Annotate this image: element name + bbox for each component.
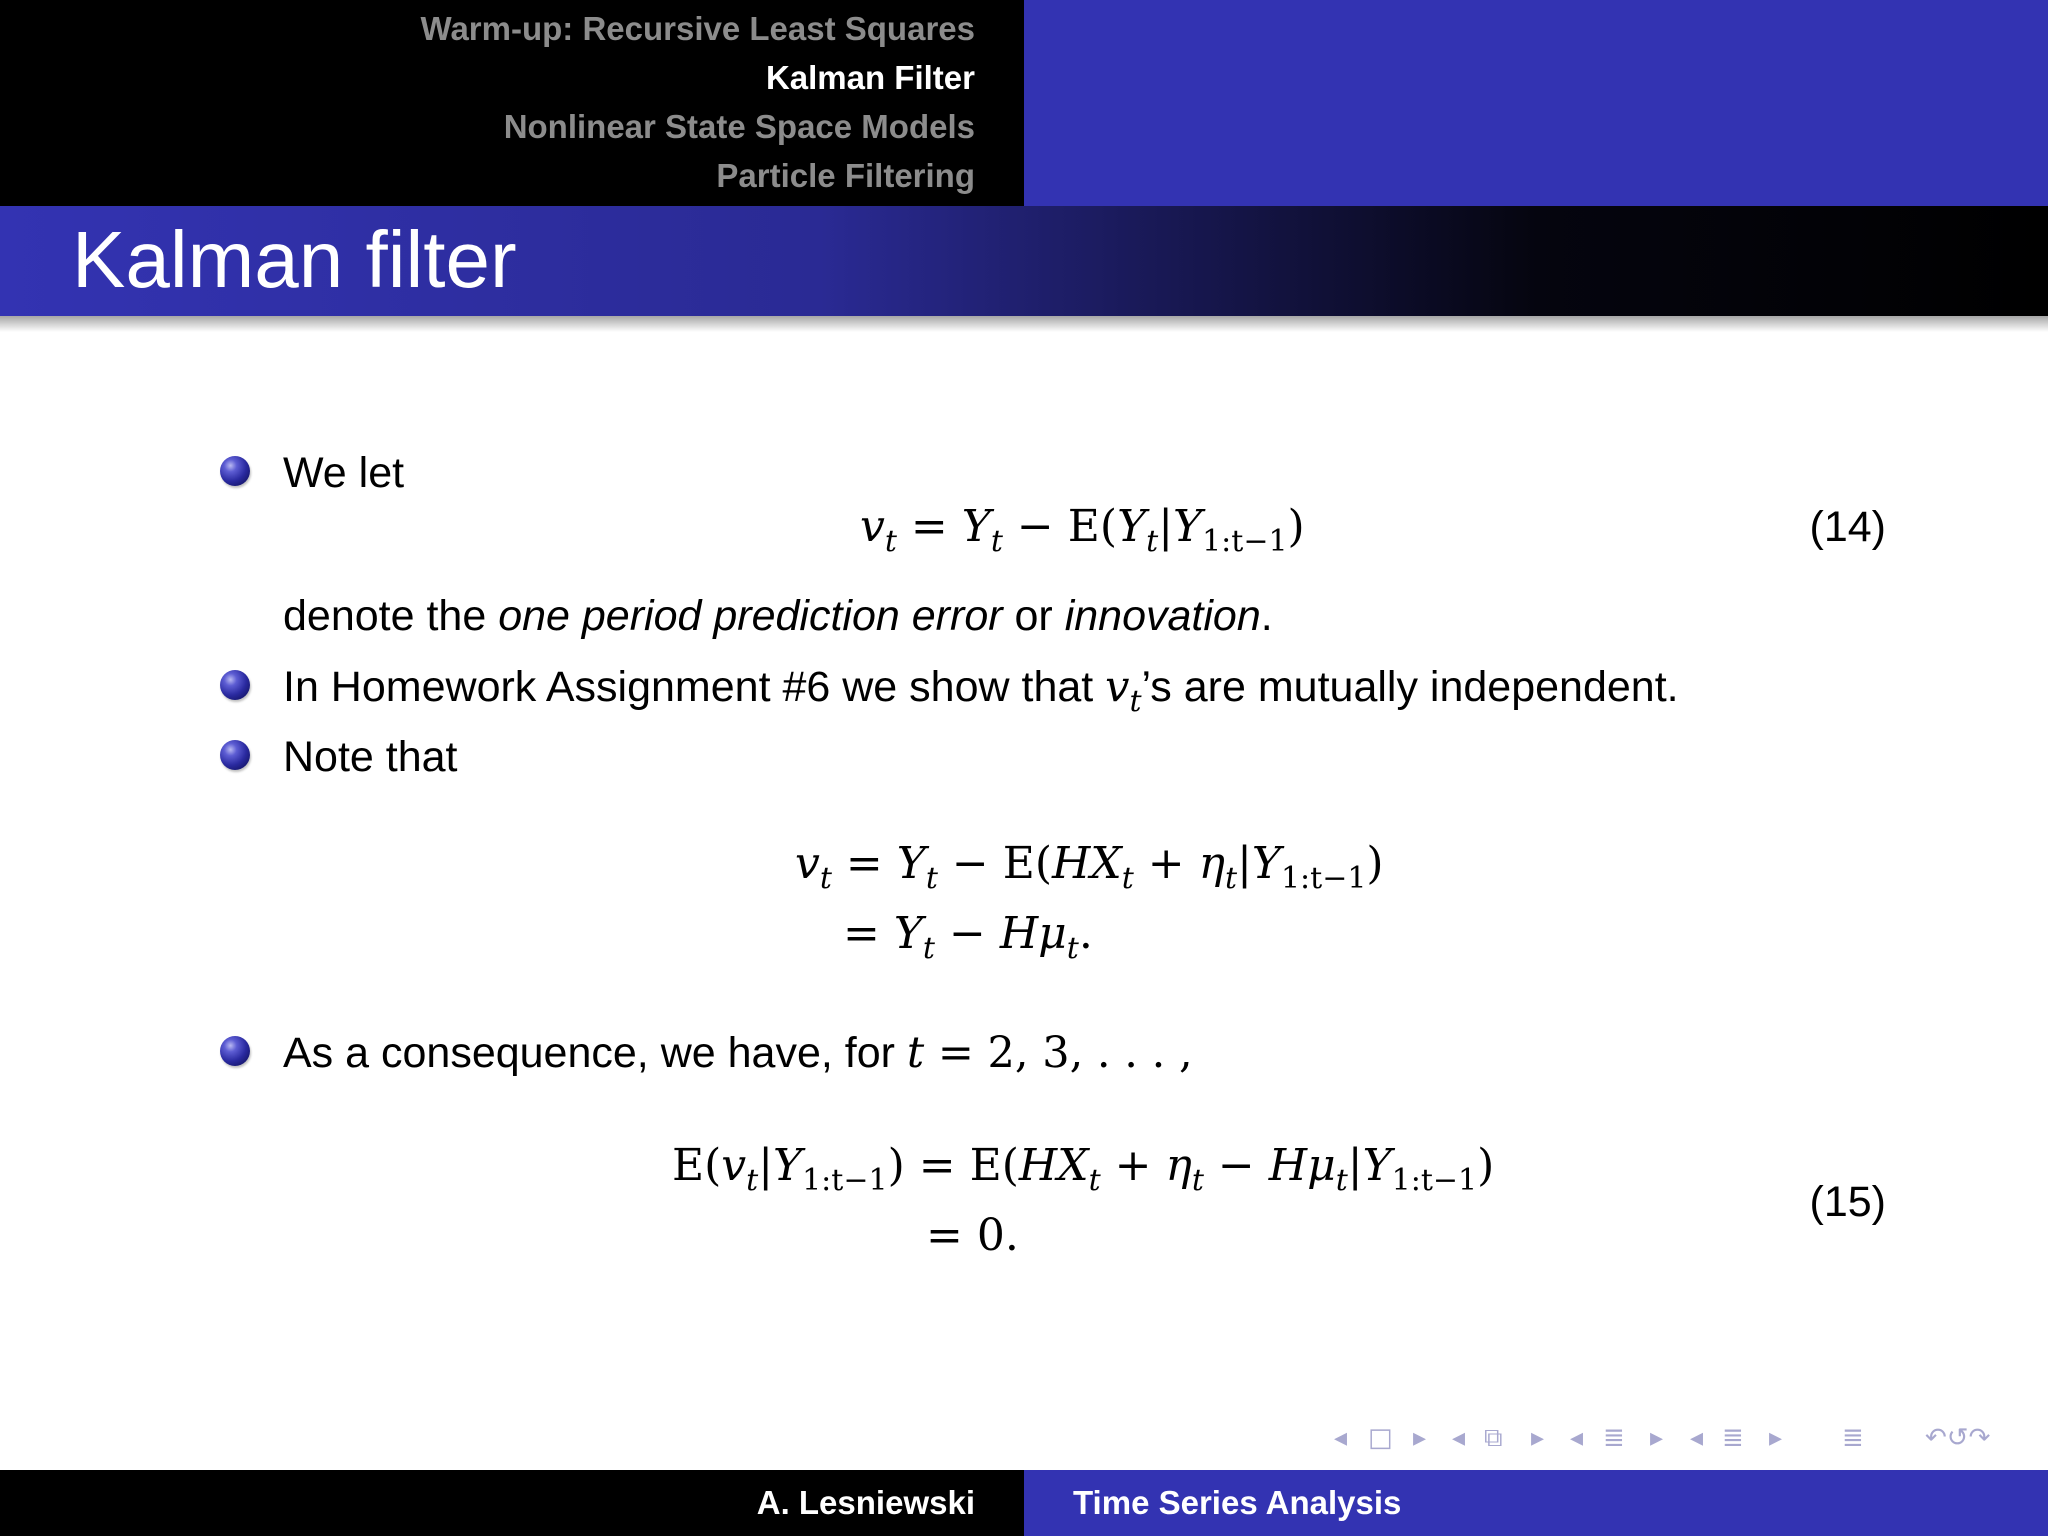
nav-section-nonlinear-models[interactable]: Nonlinear State Space Models <box>503 108 975 145</box>
equation-15-line1: $E(v_t|Y_{1:t-1}) = E(HX_t + \eta_t - H\mu_t|Y_{1:t-1})$ <box>672 1140 1495 1198</box>
equation-innovation-line1: $v_t = Y_t - E(HX_t + \eta_t|Y_{1:t-1})$ <box>795 838 1384 896</box>
part-next-icon[interactable]: ▸ <box>1769 1423 1783 1453</box>
nav-section-particle-filtering[interactable]: Particle Filtering <box>716 157 975 194</box>
section-navigation <box>0 0 2048 206</box>
section-prev-icon[interactable]: ◂ <box>1570 1423 1584 1453</box>
equation-15-line2: = 0. <box>926 1210 1019 1261</box>
bullet-text: Note that <box>283 733 458 781</box>
bullet-text-continuation: denote the one period prediction error or innovation. <box>283 592 1273 640</box>
equation-innovation-line2: = $Y_t - H\mu_t$. <box>843 908 1093 966</box>
bullet-text: In Homework Assignment #6 we show that $v_t’s$ are mutually independent. <box>283 662 1679 719</box>
equation-number-14: (14) <box>1809 503 1886 551</box>
bullet-text: We let <box>283 449 405 497</box>
bullet-text: As a consequence, we have, for t = 2, 3, . . . , <box>283 1028 1193 1078</box>
title-bar-shadow <box>0 316 2048 332</box>
part-prev-icon[interactable]: ◂ <box>1690 1423 1704 1453</box>
align-icon[interactable]: ≣ <box>1842 1423 1864 1453</box>
equation-number-15: (15) <box>1809 1178 1886 1226</box>
subsection-next-icon[interactable]: ▸ <box>1531 1423 1545 1453</box>
frame-icon[interactable]: □ <box>1368 1423 1393 1453</box>
bullet-ball <box>220 456 250 486</box>
frame-title: Kalman filter <box>72 215 517 304</box>
part-icon[interactable]: ≣ <box>1722 1423 1744 1453</box>
nav-right-panel <box>1024 0 2048 206</box>
back-search-forward-icon[interactable]: ↶↺↷ <box>1925 1423 1991 1453</box>
footer-title: Time Series Analysis <box>1073 1484 1402 1521</box>
nav-section-recursive-least-squares[interactable]: Warm-up: Recursive Least Squares <box>420 10 975 47</box>
frame-prev-icon[interactable]: ◂ <box>1334 1423 1348 1453</box>
nav-section-kalman-filter[interactable]: Kalman Filter <box>765 59 975 96</box>
bullet-ball <box>220 740 250 770</box>
section-icon[interactable]: ≣ <box>1603 1423 1625 1453</box>
frame-next-icon[interactable]: ▸ <box>1413 1423 1427 1453</box>
section-next-icon[interactable]: ▸ <box>1650 1423 1664 1453</box>
footer-author: A. Lesniewski <box>756 1484 975 1521</box>
bullet-ball <box>220 1036 250 1066</box>
subsection-icon[interactable]: ⧉ <box>1484 1423 1503 1453</box>
equation-14: $v_t = Y_t - E(Y_t|Y_{1:t-1})$ <box>860 501 1305 559</box>
subsection-prev-icon[interactable]: ◂ <box>1452 1423 1466 1453</box>
bullet-ball <box>220 670 250 700</box>
